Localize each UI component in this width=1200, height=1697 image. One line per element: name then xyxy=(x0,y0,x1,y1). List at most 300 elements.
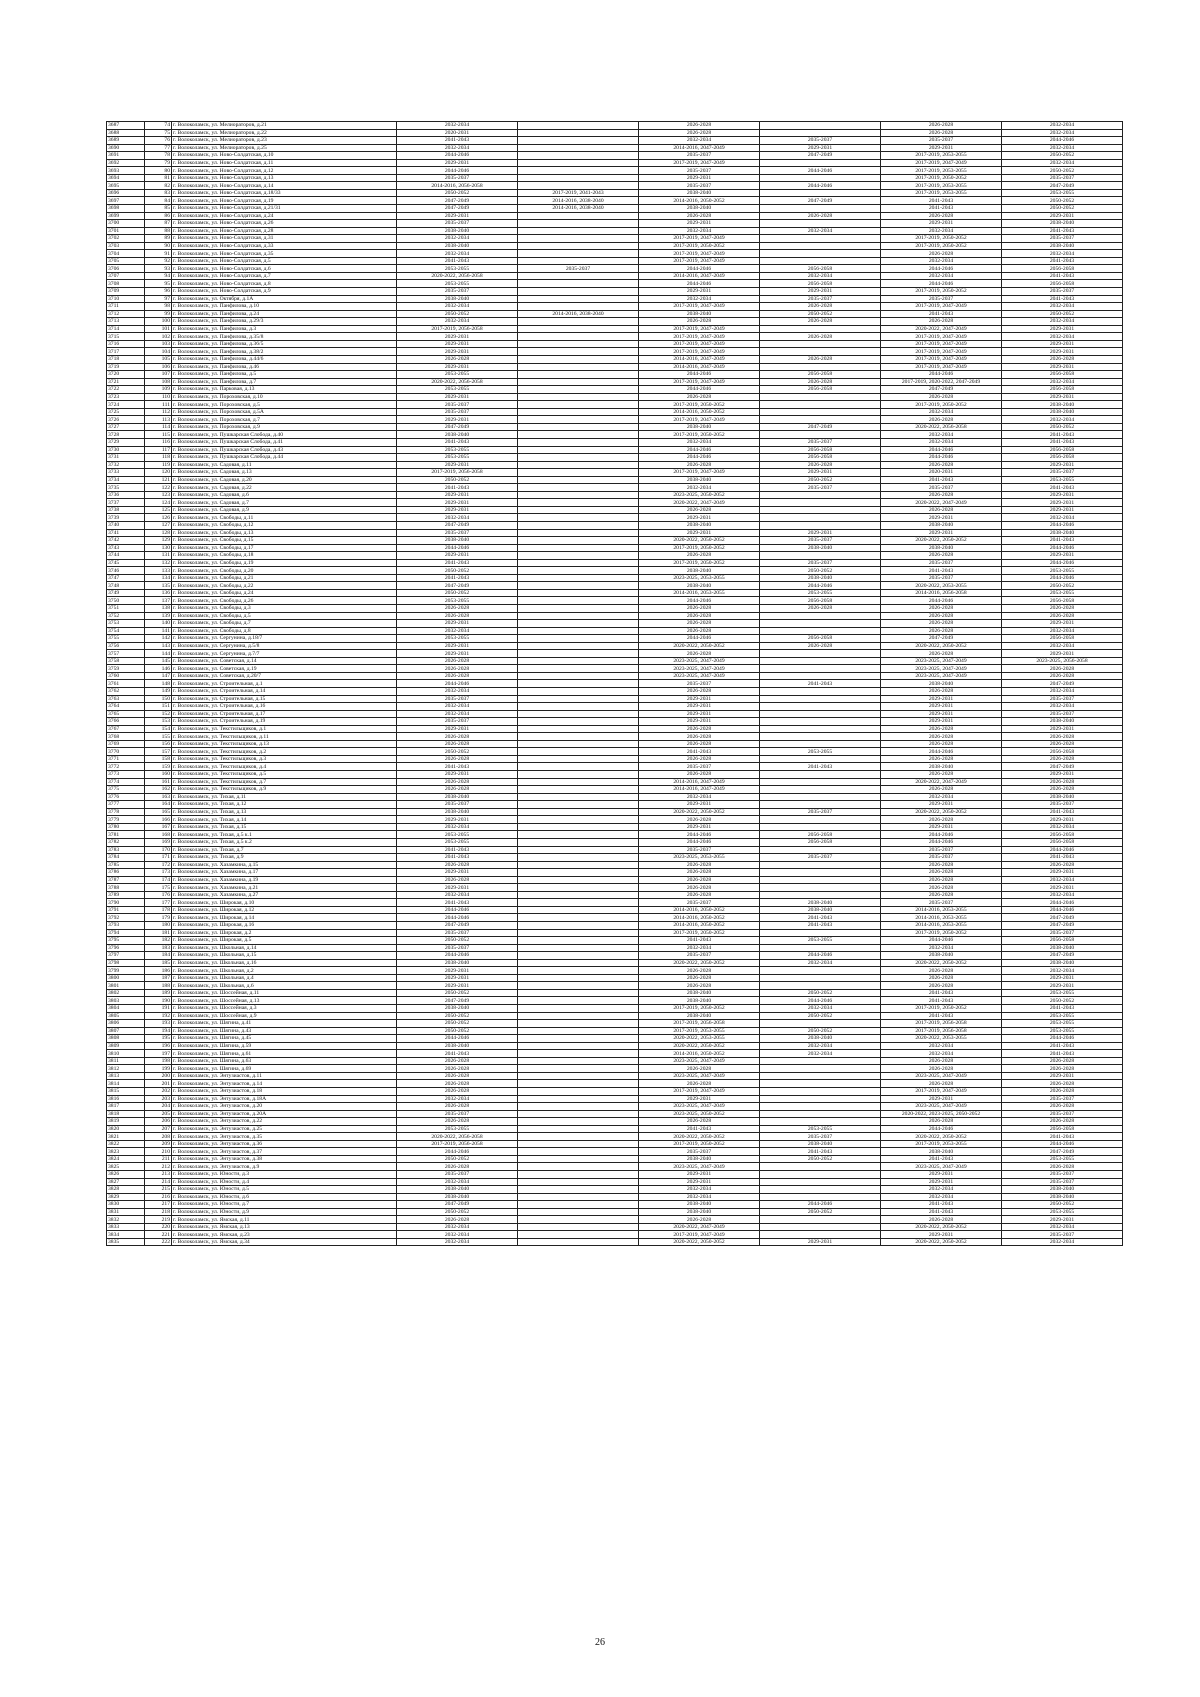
address-cell: г. Волоколамск, ул. Ново-Солдатская, д.28 xyxy=(172,227,397,235)
row-number-cell: 164 xyxy=(145,801,172,809)
row-number-cell: 190 xyxy=(145,997,172,1005)
period-4-cell xyxy=(760,235,881,243)
period-6-cell: 2056-2058 xyxy=(1002,386,1123,394)
table-row xyxy=(107,1193,1123,1201)
row-number-cell: 133 xyxy=(145,567,172,575)
row-number-cell: 169 xyxy=(145,838,172,846)
row-id-cell: 3821 xyxy=(107,1133,145,1141)
period-5-cell: 2032-2034 xyxy=(881,438,1002,446)
period-4-cell: 2035-2037 xyxy=(760,559,881,567)
period-5-cell: 2044-2046 xyxy=(881,454,1002,462)
period-5-cell: 2020-2031 xyxy=(881,469,1002,477)
address-cell: г. Волоколамск, ул. Садовая, д.9 xyxy=(172,506,397,514)
period-6-cell: 2041-2043 xyxy=(1002,295,1123,303)
row-number-cell: 216 xyxy=(145,1193,172,1201)
row-number-cell: 97 xyxy=(145,295,172,303)
period-1-cell: 2032-2034 xyxy=(397,688,518,696)
row-number-cell: 178 xyxy=(145,906,172,914)
address-cell: г. Волоколамск, ул. Строительная, д.1 xyxy=(172,680,397,688)
address-cell: г. Волоколамск, ул. Строительная, д.16 xyxy=(172,703,397,711)
row-number-cell: 92 xyxy=(145,257,172,265)
address-cell: г. Волоколамск, ул. Строительная, д.15 xyxy=(172,695,397,703)
period-2-cell xyxy=(518,484,639,492)
period-2-cell xyxy=(518,989,639,997)
period-5-cell: 2041-2043 xyxy=(881,989,1002,997)
period-6-cell: 2032-2034 xyxy=(1002,333,1123,341)
row-number-cell: 199 xyxy=(145,1065,172,1073)
period-5-cell: 2023-2025, 2047-2049 xyxy=(881,1072,1002,1080)
period-1-cell: 2041-2043 xyxy=(397,438,518,446)
period-6-cell: 2047-2049 xyxy=(1002,921,1123,929)
address-cell: г. Волоколамск, ул. Текстильщиков, д.3 xyxy=(172,755,397,763)
period-1-cell: 2029-2031 xyxy=(397,967,518,975)
row-number-cell: 142 xyxy=(145,635,172,643)
period-2-cell xyxy=(518,748,639,756)
period-6-cell: 2050-2052 xyxy=(1002,1201,1123,1209)
table-row xyxy=(107,371,1123,379)
period-1-cell: 2053-2055 xyxy=(397,635,518,643)
period-5-cell: 2017-2019, 2047-2049 xyxy=(881,1088,1002,1096)
address-cell: г. Волоколамск, ул. Советская, д.19 xyxy=(172,665,397,673)
table-row xyxy=(107,1140,1123,1148)
period-3-cell: 2026-2028 xyxy=(639,771,760,779)
table-row xyxy=(107,167,1123,175)
period-5-cell: 2026-2028 xyxy=(881,122,1002,130)
period-1-cell: 2035-2037 xyxy=(397,929,518,937)
address-cell: г. Волоколамск, ул. Энтузиастов, д.9 xyxy=(172,1163,397,1171)
period-6-cell: 2035-2037 xyxy=(1002,1178,1123,1186)
table-row xyxy=(107,1050,1123,1058)
table-row xyxy=(107,605,1123,613)
period-4-cell: 2044-2046 xyxy=(760,1201,881,1209)
row-id-cell: 3755 xyxy=(107,635,145,643)
period-2-cell xyxy=(518,1201,639,1209)
period-3-cell: 2017-2019, 2047-2049 xyxy=(639,416,760,424)
period-5-cell: 2026-2028 xyxy=(881,733,1002,741)
address-cell: г. Волоколамск, ул. Свободы, д.8 xyxy=(172,627,397,635)
period-5-cell: 2029-2031 xyxy=(881,703,1002,711)
period-1-cell: 2047-2049 xyxy=(397,521,518,529)
period-4-cell: 2056-2058 xyxy=(760,446,881,454)
row-id-cell: 3809 xyxy=(107,1042,145,1050)
row-id-cell: 3716 xyxy=(107,340,145,348)
address-cell: г. Волоколамск, ул. Панфилова, д.36/5 xyxy=(172,340,397,348)
table-row xyxy=(107,461,1123,469)
row-number-cell: 218 xyxy=(145,1208,172,1216)
period-6-cell: 2056-2058 xyxy=(1002,635,1123,643)
row-number-cell: 85 xyxy=(145,205,172,213)
row-number-cell: 214 xyxy=(145,1178,172,1186)
period-4-cell: 2035-2037 xyxy=(760,137,881,145)
address-cell: г. Волоколамск, ул. Шоссейная, д.3 xyxy=(172,1004,397,1012)
period-2-cell xyxy=(518,416,639,424)
row-number-cell: 177 xyxy=(145,899,172,907)
period-6-cell: 2032-2034 xyxy=(1002,144,1123,152)
period-1-cell: 2053-2055 xyxy=(397,265,518,273)
row-number-cell: 131 xyxy=(145,552,172,560)
period-1-cell: 2026-2028 xyxy=(397,355,518,363)
period-3-cell: 2014-2016, 2050-2052 xyxy=(639,914,760,922)
period-1-cell: 2029-2031 xyxy=(397,461,518,469)
period-1-cell: 2029-2031 xyxy=(397,506,518,514)
period-2-cell xyxy=(518,454,639,462)
row-number-cell: 149 xyxy=(145,688,172,696)
address-cell: г. Волоколамск, ул. Ямская, д.11 xyxy=(172,1216,397,1224)
row-number-cell: 222 xyxy=(145,1238,172,1246)
period-4-cell xyxy=(760,665,881,673)
table-row xyxy=(107,235,1123,243)
row-id-cell: 3824 xyxy=(107,1155,145,1163)
period-2-cell xyxy=(518,959,639,967)
period-2-cell xyxy=(518,144,639,152)
period-5-cell: 2041-2043 xyxy=(881,205,1002,213)
period-3-cell: 2035-2037 xyxy=(639,182,760,190)
period-4-cell xyxy=(760,974,881,982)
period-6-cell: 2044-2046 xyxy=(1002,1035,1123,1043)
period-4-cell xyxy=(760,725,881,733)
period-3-cell: 2014-2016, 2050-2052 xyxy=(639,197,760,205)
period-2-cell xyxy=(518,280,639,288)
period-1-cell: 2041-2043 xyxy=(397,559,518,567)
table-row xyxy=(107,959,1123,967)
period-4-cell xyxy=(760,431,881,439)
period-6-cell: 2041-2043 xyxy=(1002,431,1123,439)
period-1-cell: 2038-2040 xyxy=(397,537,518,545)
period-1-cell: 2035-2037 xyxy=(397,695,518,703)
period-4-cell xyxy=(760,205,881,213)
period-5-cell: 2026-2028 xyxy=(881,318,1002,326)
period-5-cell: 2023-2025, 2047-2049 xyxy=(881,1163,1002,1171)
table-row xyxy=(107,1035,1123,1043)
row-id-cell: 3826 xyxy=(107,1171,145,1179)
period-5-cell: 2029-2031 xyxy=(881,695,1002,703)
period-2-cell xyxy=(518,272,639,280)
address-cell: г. Волоколамск, ул. Ново-Солдатская, д.12 xyxy=(172,167,397,175)
period-6-cell: 2038-2040 xyxy=(1002,242,1123,250)
period-4-cell: 2026-2028 xyxy=(760,212,881,220)
period-3-cell: 2014-2016, 2047-2049 xyxy=(639,363,760,371)
period-2-cell xyxy=(518,642,639,650)
address-cell: г. Волоколамск, ул. Садовая, д.22 xyxy=(172,484,397,492)
table-row xyxy=(107,1238,1123,1246)
period-4-cell: 2053-2055 xyxy=(760,1125,881,1133)
period-2-cell xyxy=(518,325,639,333)
row-number-cell: 170 xyxy=(145,846,172,854)
period-6-cell: 2053-2055 xyxy=(1002,1020,1123,1028)
period-2-cell xyxy=(518,521,639,529)
row-id-cell: 3728 xyxy=(107,431,145,439)
period-2-cell xyxy=(518,355,639,363)
period-3-cell: 2035-2037 xyxy=(639,1148,760,1156)
period-2-cell xyxy=(518,1133,639,1141)
period-4-cell: 2056-2058 xyxy=(760,371,881,379)
row-id-cell: 3811 xyxy=(107,1057,145,1065)
table-row xyxy=(107,506,1123,514)
period-3-cell: 2026-2028 xyxy=(639,869,760,877)
period-4-cell xyxy=(760,1163,881,1171)
period-6-cell: 2032-2034 xyxy=(1002,823,1123,831)
address-cell: г. Волоколамск, ул. Юности, д.9 xyxy=(172,1208,397,1216)
period-1-cell: 2050-2052 xyxy=(397,1020,518,1028)
period-2-cell xyxy=(518,152,639,160)
period-3-cell: 2017-2019, 2047-2049 xyxy=(639,333,760,341)
row-id-cell: 3828 xyxy=(107,1186,145,1194)
address-cell: г. Волоколамск, ул. Свободы, д.15 xyxy=(172,537,397,545)
period-1-cell: 2050-2052 xyxy=(397,1208,518,1216)
period-5-cell: 2026-2028 xyxy=(881,650,1002,658)
address-cell: г. Волоколамск, ул. Энтузиастов, д.36 xyxy=(172,1140,397,1148)
period-5-cell: 2026-2028 xyxy=(881,461,1002,469)
period-1-cell: 2029-2031 xyxy=(397,159,518,167)
period-6-cell: 2026-2028 xyxy=(1002,1103,1123,1111)
period-3-cell: 2017-2019, 2047-2049 xyxy=(639,348,760,356)
address-cell: г. Волоколамск, ул. Хазамкина, д.19 xyxy=(172,876,397,884)
period-2-cell xyxy=(518,167,639,175)
period-3-cell: 2023-2025, 2050-2052 xyxy=(639,491,760,499)
period-2-cell xyxy=(518,627,639,635)
period-3-cell: 2026-2028 xyxy=(639,212,760,220)
period-6-cell: 2032-2034 xyxy=(1002,416,1123,424)
row-id-cell: 3762 xyxy=(107,688,145,696)
period-2-cell xyxy=(518,612,639,620)
row-id-cell: 3819 xyxy=(107,1118,145,1126)
period-3-cell: 2044-2046 xyxy=(639,386,760,394)
period-4-cell: 2041-2043 xyxy=(760,763,881,771)
period-1-cell: 2053-2055 xyxy=(397,371,518,379)
row-number-cell: 75 xyxy=(145,129,172,137)
table-row xyxy=(107,650,1123,658)
table-row xyxy=(107,1042,1123,1050)
period-5-cell: 2026-2028 xyxy=(881,612,1002,620)
row-id-cell: 3732 xyxy=(107,461,145,469)
row-id-cell: 3726 xyxy=(107,416,145,424)
period-5-cell: 2017-2019, 2047-2049 xyxy=(881,333,1002,341)
period-5-cell: 2020-2022, 2053-2055 xyxy=(881,1035,1002,1043)
period-6-cell: 2029-2031 xyxy=(1002,869,1123,877)
address-cell: г. Волоколамск, ул. Свободы, д.24 xyxy=(172,589,397,597)
period-1-cell: 2053-2055 xyxy=(397,454,518,462)
period-6-cell: 2056-2058 xyxy=(1002,280,1123,288)
address-cell: г. Волоколамск, ул. Садовая, д.6 xyxy=(172,491,397,499)
period-2-cell xyxy=(518,1065,639,1073)
address-cell: г. Волоколамск, ул. Широкая, д.2 xyxy=(172,929,397,937)
period-1-cell: 2029-2031 xyxy=(397,620,518,628)
period-5-cell: 2029-2031 xyxy=(881,718,1002,726)
period-4-cell xyxy=(760,1080,881,1088)
period-6-cell: 2038-2040 xyxy=(1002,220,1123,228)
address-cell: г. Волоколамск, ул. Тихая, д.9 xyxy=(172,854,397,862)
period-6-cell: 2032-2034 xyxy=(1002,122,1123,130)
period-1-cell: 2026-2028 xyxy=(397,740,518,748)
period-3-cell: 2029-2031 xyxy=(639,695,760,703)
period-5-cell: 2038-2040 xyxy=(881,1148,1002,1156)
address-cell: г. Волоколамск, ул. Шягина, д.69 xyxy=(172,1065,397,1073)
period-2-cell xyxy=(518,605,639,613)
table-row xyxy=(107,612,1123,620)
period-1-cell: 2035-2037 xyxy=(397,220,518,228)
row-id-cell: 3790 xyxy=(107,899,145,907)
period-6-cell: 2050-2052 xyxy=(1002,152,1123,160)
period-3-cell: 2029-2031 xyxy=(639,174,760,182)
row-number-cell: 126 xyxy=(145,514,172,522)
period-3-cell: 2014-2016, 2047-2049 xyxy=(639,778,760,786)
period-3-cell: 2023-2025, 2047-2049 xyxy=(639,665,760,673)
row-id-cell: 3777 xyxy=(107,801,145,809)
period-5-cell: 2047-2049 xyxy=(881,635,1002,643)
table-row xyxy=(107,620,1123,628)
period-4-cell: 2035-2037 xyxy=(760,854,881,862)
period-1-cell: 2020-2022, 2056-2058 xyxy=(397,1133,518,1141)
address-cell: г. Волоколамск, ул. Свободы, д.19 xyxy=(172,559,397,567)
table-row xyxy=(107,1012,1123,1020)
period-3-cell: 2044-2046 xyxy=(639,635,760,643)
row-id-cell: 3698 xyxy=(107,205,145,213)
table-row xyxy=(107,325,1123,333)
table-row xyxy=(107,537,1123,545)
period-4-cell: 2056-2058 xyxy=(760,597,881,605)
row-number-cell: 114 xyxy=(145,423,172,431)
period-5-cell: 2032-2034 xyxy=(881,408,1002,416)
address-cell: г. Волоколамск, ул. Панфилова, д.44/6 xyxy=(172,355,397,363)
period-6-cell: 2029-2031 xyxy=(1002,461,1123,469)
period-1-cell: 2026-2028 xyxy=(397,612,518,620)
period-3-cell: 2038-2040 xyxy=(639,423,760,431)
row-number-cell: 193 xyxy=(145,1020,172,1028)
period-5-cell: 2020-2022, 2050-2052 xyxy=(881,642,1002,650)
period-1-cell: 2050-2052 xyxy=(397,1027,518,1035)
table-row xyxy=(107,929,1123,937)
period-3-cell: 2035-2037 xyxy=(639,763,760,771)
row-id-cell: 3798 xyxy=(107,959,145,967)
period-3-cell: 2020-2022, 2050-2052 xyxy=(639,537,760,545)
row-number-cell: 78 xyxy=(145,152,172,160)
period-4-cell xyxy=(760,1088,881,1096)
period-3-cell: 2026-2028 xyxy=(639,688,760,696)
period-5-cell: 2020-2022, 2050-2052 xyxy=(881,808,1002,816)
row-id-cell: 3799 xyxy=(107,967,145,975)
period-3-cell: 2026-2028 xyxy=(639,122,760,130)
period-5-cell: 2041-2043 xyxy=(881,1208,1002,1216)
period-3-cell: 2023-2025, 2047-2049 xyxy=(639,657,760,665)
period-2-cell xyxy=(518,363,639,371)
row-number-cell: 146 xyxy=(145,665,172,673)
period-3-cell: 2026-2028 xyxy=(639,461,760,469)
address-cell: г. Волоколамск, ул. Панфилова, д.5 xyxy=(172,371,397,379)
period-5-cell: 2029-2031 xyxy=(881,220,1002,228)
row-id-cell: 3831 xyxy=(107,1208,145,1216)
row-number-cell: 111 xyxy=(145,401,172,409)
row-number-cell: 79 xyxy=(145,159,172,167)
period-4-cell xyxy=(760,816,881,824)
period-5-cell: 2017-2019, 2050-2052 xyxy=(881,235,1002,243)
address-cell: г. Волоколамск, ул. Юности, д.5 xyxy=(172,1186,397,1194)
row-id-cell: 3717 xyxy=(107,348,145,356)
address-cell: г. Волоколамск, ул. Ново-Солдатская, д.14 xyxy=(172,182,397,190)
table-row xyxy=(107,393,1123,401)
period-4-cell: 2032-2034 xyxy=(760,272,881,280)
period-2-cell xyxy=(518,514,639,522)
period-4-cell xyxy=(760,718,881,726)
period-6-cell: 2056-2058 xyxy=(1002,265,1123,273)
period-3-cell: 2038-2040 xyxy=(639,521,760,529)
row-id-cell: 3745 xyxy=(107,559,145,567)
period-2-cell xyxy=(518,1095,639,1103)
period-1-cell: 2038-2040 xyxy=(397,1042,518,1050)
period-2-cell xyxy=(518,1004,639,1012)
period-6-cell: 2053-2055 xyxy=(1002,1208,1123,1216)
period-5-cell: 2047-2049 xyxy=(881,386,1002,394)
period-1-cell: 2029-2031 xyxy=(397,650,518,658)
period-2-cell xyxy=(518,672,639,680)
period-3-cell: 2026-2028 xyxy=(639,393,760,401)
period-1-cell: 2017-2019, 2056-2058 xyxy=(397,469,518,477)
period-1-cell: 2038-2040 xyxy=(397,1186,518,1194)
row-number-cell: 202 xyxy=(145,1088,172,1096)
row-number-cell: 185 xyxy=(145,959,172,967)
address-cell: г. Волоколамск, ул. Ново-Солдатская, д.13 xyxy=(172,174,397,182)
period-4-cell: 2050-2052 xyxy=(760,1208,881,1216)
period-1-cell: 2038-2040 xyxy=(397,959,518,967)
period-4-cell: 2044-2046 xyxy=(760,167,881,175)
address-cell: г. Волоколамск, ул. Ново-Солдатская, д.18/33 xyxy=(172,189,397,197)
row-id-cell: 3738 xyxy=(107,506,145,514)
period-3-cell: 2038-2040 xyxy=(639,997,760,1005)
period-1-cell: 2029-2031 xyxy=(397,725,518,733)
period-4-cell xyxy=(760,1095,881,1103)
row-number-cell: 135 xyxy=(145,582,172,590)
row-number-cell: 204 xyxy=(145,1103,172,1111)
period-5-cell: 2017-2019, 2050-2052 xyxy=(881,929,1002,937)
period-5-cell: 2044-2046 xyxy=(881,937,1002,945)
address-cell: г. Волоколамск, ул. Свободы, д.17 xyxy=(172,544,397,552)
period-4-cell xyxy=(760,348,881,356)
period-4-cell xyxy=(760,393,881,401)
period-2-cell xyxy=(518,182,639,190)
table-row xyxy=(107,363,1123,371)
period-4-cell xyxy=(760,884,881,892)
address-cell: г. Волоколамск, ул. Свободы, д.26 xyxy=(172,597,397,605)
row-id-cell: 3725 xyxy=(107,408,145,416)
period-1-cell: 2041-2043 xyxy=(397,854,518,862)
period-6-cell: 2032-2034 xyxy=(1002,129,1123,137)
period-4-cell: 2047-2049 xyxy=(760,423,881,431)
period-3-cell: 2017-2019, 2047-2049 xyxy=(639,340,760,348)
row-number-cell: 210 xyxy=(145,1148,172,1156)
period-1-cell: 2026-2028 xyxy=(397,1088,518,1096)
period-1-cell: 2020-2022, 2056-2058 xyxy=(397,378,518,386)
period-3-cell: 2017-2019, 2047-2049 xyxy=(639,235,760,243)
period-5-cell: 2038-2040 xyxy=(881,952,1002,960)
row-id-cell: 3710 xyxy=(107,295,145,303)
period-1-cell: 2035-2037 xyxy=(397,944,518,952)
table-row xyxy=(107,521,1123,529)
period-2-cell xyxy=(518,438,639,446)
row-id-cell: 3803 xyxy=(107,997,145,1005)
table-row xyxy=(107,778,1123,786)
period-1-cell: 2041-2043 xyxy=(397,257,518,265)
period-5-cell: 2020-2022, 2050-2052 xyxy=(881,1223,1002,1231)
period-6-cell: 2044-2046 xyxy=(1002,846,1123,854)
period-1-cell: 2032-2034 xyxy=(397,823,518,831)
period-2-cell xyxy=(518,937,639,945)
row-id-cell: 3800 xyxy=(107,974,145,982)
period-5-cell: 2029-2031 xyxy=(881,1231,1002,1239)
period-4-cell xyxy=(760,521,881,529)
period-4-cell: 2026-2028 xyxy=(760,605,881,613)
address-cell: г. Волоколамск, ул. Юности, д.7 xyxy=(172,1201,397,1209)
period-2-cell xyxy=(518,793,639,801)
row-number-cell: 129 xyxy=(145,537,172,545)
